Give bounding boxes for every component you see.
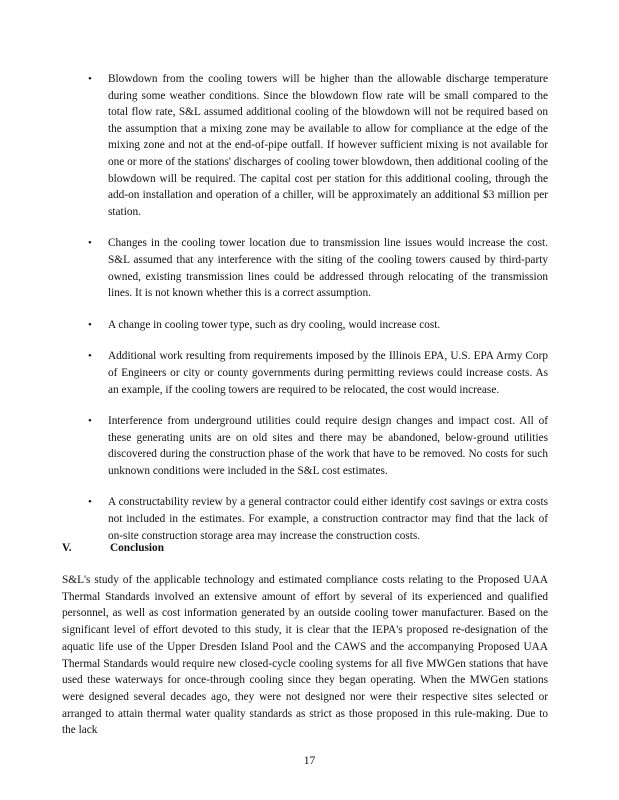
bullet-item-transmission-lines — [88, 235, 548, 301]
bullet-icon: • — [88, 73, 92, 85]
bullet-text: A change in cooling tower type, such as dry cooling, would increase cost. — [108, 318, 441, 331]
bullet-item-underground-utilities — [88, 413, 548, 479]
section-number: V. — [62, 542, 72, 554]
page-number: 17 — [303, 755, 316, 767]
bullet-text: Interference from underground utilities could require design changes and impact cost. All of these generating units are on old sites and there may be abandoned, below-ground utilities discovered during the construction phase of the work that have to be removed. No costs for such unknown conditions were included in the S&L cost estimates. — [108, 415, 548, 477]
bullet-item-tower-type — [88, 317, 548, 334]
bullet-icon: • — [88, 496, 92, 509]
section-heading — [62, 542, 164, 554]
bullet-item-permitting — [88, 348, 548, 398]
bullet-icon: • — [88, 350, 92, 363]
bullet-text: Additional work resulting from requirements imposed by the Illinois EPA, U.S. EPA Army Corp of Engineers or city or county governments during permitting reviews could increase costs. As an example, if the cooling towers are required to be relocated, the cost would increase. — [108, 350, 548, 396]
conclusion-paragraph: S&L's study of the applicable technology and estimated compliance costs relating to the Proposed UAA Thermal Standards involved an extensive amount of effort by several of its experienced and qualified personnel, as well as cost information generated by an outside cooling tower manufacturer. Based on the significant level of effort devoted to this study, it is clear that the IEPA's proposed re-designation of the aquatic life use of the Upper Dresden Island Pool and the CAWS and the accompanying Proposed UAA Thermal Standards would require new closed-cycle cooling systems for all five MWGen stations that have used these waterways for once-through cooling since they began operating. When the MWGen stations were designed several decades ago, they were not designed nor were their respective sites selected or arranged to attain thermal water quality standards as strict as those proposed in this rule-making. Due to the lack — [62, 574, 548, 737]
section-title: Conclusion — [110, 542, 164, 554]
bullet-text: Blowdown from the cooling towers will be higher than the allowable discharge temperature during some weather conditions. Since the blowdown flow rate will be small compared to the total flow rate, S&L assumed additional cooling of the blowdown will not be required based on the assumption that a mixing zone may be available to allow for compliance at the edge of the mixing zone and not at the end-of-pipe outfall. If however sufficient mixing is not available for one or more of the stations' discharges of cooling tower blowdown, then additional cooling of the blowdown will be required. The capital cost per station for this additional cooling, through the add-on installation and operation of a chiller, will be approximately an additional $3 million per station. — [108, 73, 548, 218]
bullet-text: Changes in the cooling tower location due to transmission line issues would increase the cost. S&L assumed that any interference with the siting of the cooling towers caused by third-party owned, existing transmission lines could be addressed through relocating of the transmission lines. It is not known whether this is a correct assumption. — [108, 237, 548, 300]
cost-factor-bullet-list — [88, 71, 548, 559]
bullet-text: A constructability review by a general contractor could either identify cost savings or extra costs not included in the estimates. For example, a construction contractor may find that the lack of on-site construction storage area may increase the construction costs. — [108, 496, 548, 542]
bullet-item-constructability — [88, 494, 548, 544]
bullet-icon: • — [88, 237, 92, 250]
bullet-icon: • — [88, 318, 92, 331]
bullet-item-blowdown — [88, 71, 548, 220]
bullet-icon: • — [88, 415, 92, 428]
